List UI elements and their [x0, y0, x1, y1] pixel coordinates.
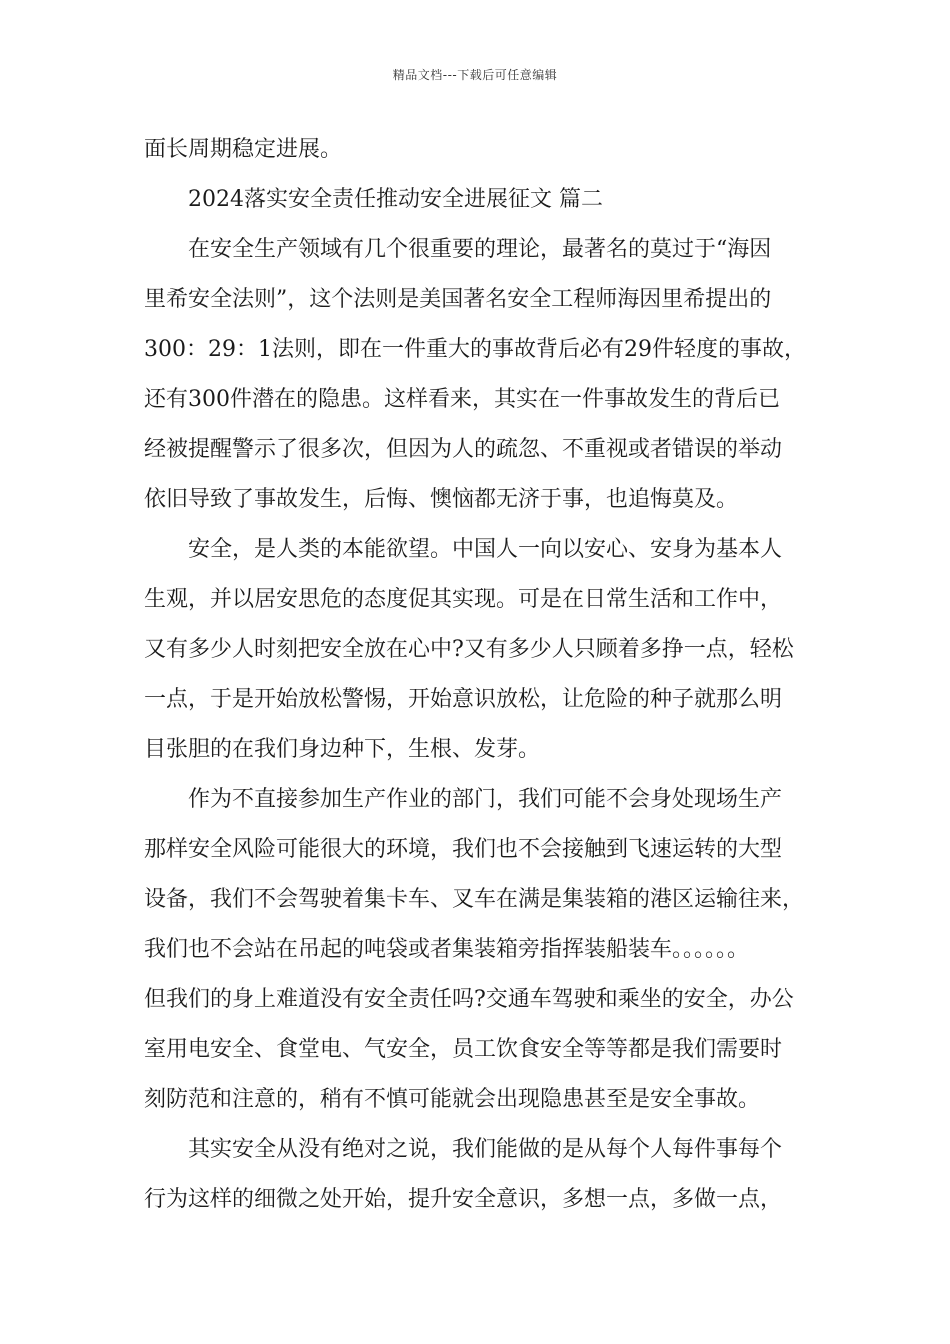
text-line: 还有300件潜在的隐患。这样看来，其实在一件事故发生的背后已	[144, 387, 780, 412]
text-line: 目张胆的在我们身边种下，生根、发芽。	[144, 737, 541, 762]
text-line: 依旧导致了事故发生，后悔、懊恼都无济于事，也追悔莫及。	[144, 487, 739, 512]
text-line: 其实安全从没有绝对之说，我们能做的是从每个人每件事每个	[188, 1137, 783, 1162]
page-header: 精品文档---下载后可任意编辑	[392, 68, 558, 82]
text-line: 刻防范和注意的，稍有不慎可能就会出现隐患甚至是安全事故。	[144, 1087, 761, 1112]
text-line: 生观，并以居安思危的态度促其实现。可是在日常生活和工作中，	[144, 587, 783, 612]
text-line: 但我们的身上难道没有安全责任吗?交通车驾驶和乘坐的安全，办公	[144, 987, 794, 1012]
text-line: 又有多少人时刻把安全放在心中?又有多少人只顾着多挣一点，轻松	[144, 637, 794, 662]
text-line: 我们也不会站在吊起的吨袋或者集装箱旁指挥装船装车。。。。。。	[144, 937, 750, 962]
text-line: 作为不直接参加生产作业的部门，我们可能不会身处现场生产	[188, 787, 783, 812]
section-title: 2024落实安全责任推动安全进展征文 篇二	[188, 187, 603, 212]
text-line: 设备，我们不会驾驶着集卡车、叉车在满是集装箱的港区运输往来，	[144, 887, 805, 912]
text-line: 300：29：1法则，即在一件重大的事故背后必有29件轻度的事故，	[144, 337, 806, 362]
text-line: 那样安全风险可能很大的环境，我们也不会接触到飞速运转的大型	[144, 837, 783, 862]
text-line: 面长周期稳定进展。	[144, 137, 343, 162]
text-line: 安全，是人类的本能欲望。中国人一向以安心、安身为基本人	[188, 537, 783, 562]
text-line: 经被提醒警示了很多次，但因为人的疏忽、不重视或者错误的举动	[144, 437, 783, 462]
text-line: 在安全生产领域有几个很重要的理论，最著名的莫过于“海因	[188, 237, 772, 262]
text-line: 一点，于是开始放松警惕，开始意识放松，让危险的种子就那么明	[144, 687, 783, 712]
text-line: 里希安全法则”，这个法则是美国著名安全工程师海因里希提出的	[144, 287, 772, 312]
text-line: 室用电安全、食堂电、气安全，员工饮食安全等等都是我们需要时	[144, 1037, 783, 1062]
text-line: 行为这样的细微之处开始，提升安全意识，多想一点，多做一点，	[144, 1187, 783, 1212]
